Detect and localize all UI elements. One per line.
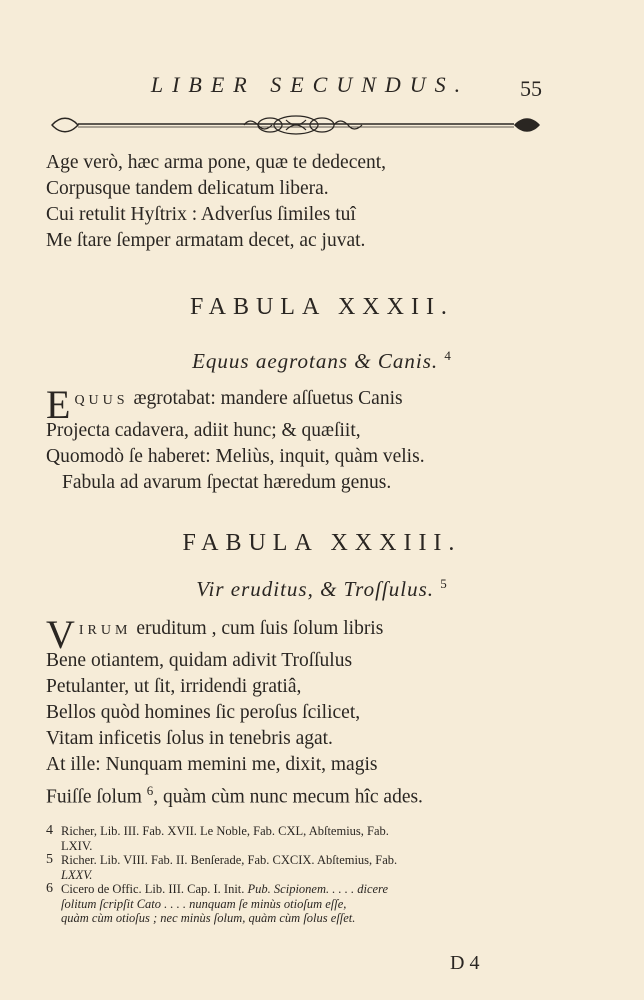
- first-word: QUUS: [74, 393, 129, 408]
- verse-line-first: [46, 382, 425, 427]
- verse-line: Me ſtare ſemper armatam decet, ac juvat.: [46, 230, 366, 251]
- footnote-number: 5: [46, 852, 53, 867]
- dropcap-letter: V: [46, 612, 75, 657]
- verse-line: At ille: Nunquam memini me, dixit, magis: [46, 754, 378, 775]
- first-word: IRUM: [78, 623, 132, 638]
- verse-line: Vitam inficetis ſolus in tenebris agat.: [46, 728, 333, 749]
- footnote-ref: 4: [444, 348, 452, 363]
- verse-line: Projecta cadavera, adiit hunc; & quæſiit,: [46, 420, 361, 441]
- footnote-number: 4: [46, 823, 53, 838]
- footnote-line: quàm cùm otioſus ; nec minùs ſolum, quàm cùm ſolus eſſet.: [61, 911, 356, 925]
- page-number: 55: [520, 76, 542, 101]
- verse-line: Quomodò ſe haberet: Meliùs, inquit, quàm velis.: [46, 446, 425, 467]
- last-line-end: , quàm cùm nunc mecum hîc ades.: [153, 786, 423, 808]
- verse-line: Corpusque tandem delicatum libera.: [46, 178, 329, 199]
- footnote: [46, 853, 546, 882]
- fable-32-subtitle: [0, 348, 644, 374]
- verse-line: Bene otiantem, quidam adivit Troſſulus: [46, 650, 353, 671]
- footnote: [46, 824, 546, 853]
- fable-32-title: FABULA XXXII.: [190, 294, 454, 320]
- footnotes: [46, 824, 546, 926]
- footnote-line: LXIV.: [61, 838, 93, 853]
- signature-mark: D 4: [450, 952, 480, 974]
- last-line-start: Fuiſſe ſolum: [46, 786, 142, 808]
- running-head: LIBER SECUNDUS.: [150, 72, 470, 97]
- footnote-line: [61, 882, 546, 897]
- dropcap-letter: E: [46, 382, 71, 427]
- footnote: [46, 882, 546, 926]
- footnote-number: 6: [46, 881, 53, 896]
- fable-32-body: [46, 382, 425, 496]
- verses-top: [46, 150, 386, 254]
- ornamental-rule-icon: [48, 110, 544, 140]
- verse-line-moral: Fabula ad avarum ſpectat hæredum genus.: [62, 472, 392, 493]
- footnote-line: LXXV.: [61, 867, 93, 882]
- fable-33-title: FABULA XXXIII.: [182, 530, 462, 556]
- fable-33-subtitle-text: Vir eruditus, & Troſſulus.: [196, 577, 435, 601]
- footnote-quote: Pub. Scipionem. . . . . dicere: [247, 882, 389, 896]
- footnote-citation: Cicero de Offic. Lib. III. Cap. I. Init.: [61, 882, 245, 896]
- footnote-line: Richer, Lib. III. Fab. XVII. Le Noble, Fab. CXL, Abſtemius, Fab.: [61, 824, 389, 838]
- fable-32-subtitle-text: Equus aegrotans & Canis.: [192, 349, 439, 373]
- verse-line-first: [46, 612, 423, 657]
- footnote-line: ſolitum ſcripſit Cato . . . . nunquam ſe minùs otioſum eſſe,: [61, 896, 347, 911]
- verse-line-last: [46, 778, 423, 811]
- fable-33-subtitle: [0, 576, 644, 602]
- footnote-ref: 5: [440, 576, 448, 591]
- fable-33-body: [46, 612, 423, 811]
- footnote-ref: 6: [146, 783, 154, 798]
- footnote-line: Richer. Lib. VIII. Fab. II. Benſerade, Fab. CXCIX. Abſtemius, Fab.: [61, 853, 398, 867]
- verse-line: Bellos quòd homines ſic peroſus ſcilicet,: [46, 702, 361, 723]
- first-line-rest: ægrotabat: mandere aſſuetus Canis: [133, 388, 403, 409]
- verse-line: Cui retulit Hyſtrix : Adverſus ſimiles tuî: [46, 204, 356, 225]
- verse-line: Petulanter, ut ſit, irridendi gratiâ,: [46, 676, 302, 697]
- verse-line: Age verò, hæc arma pone, quæ te dedecent,: [46, 152, 387, 173]
- first-line-rest: eruditum , cum ſuis ſolum libris: [136, 618, 384, 639]
